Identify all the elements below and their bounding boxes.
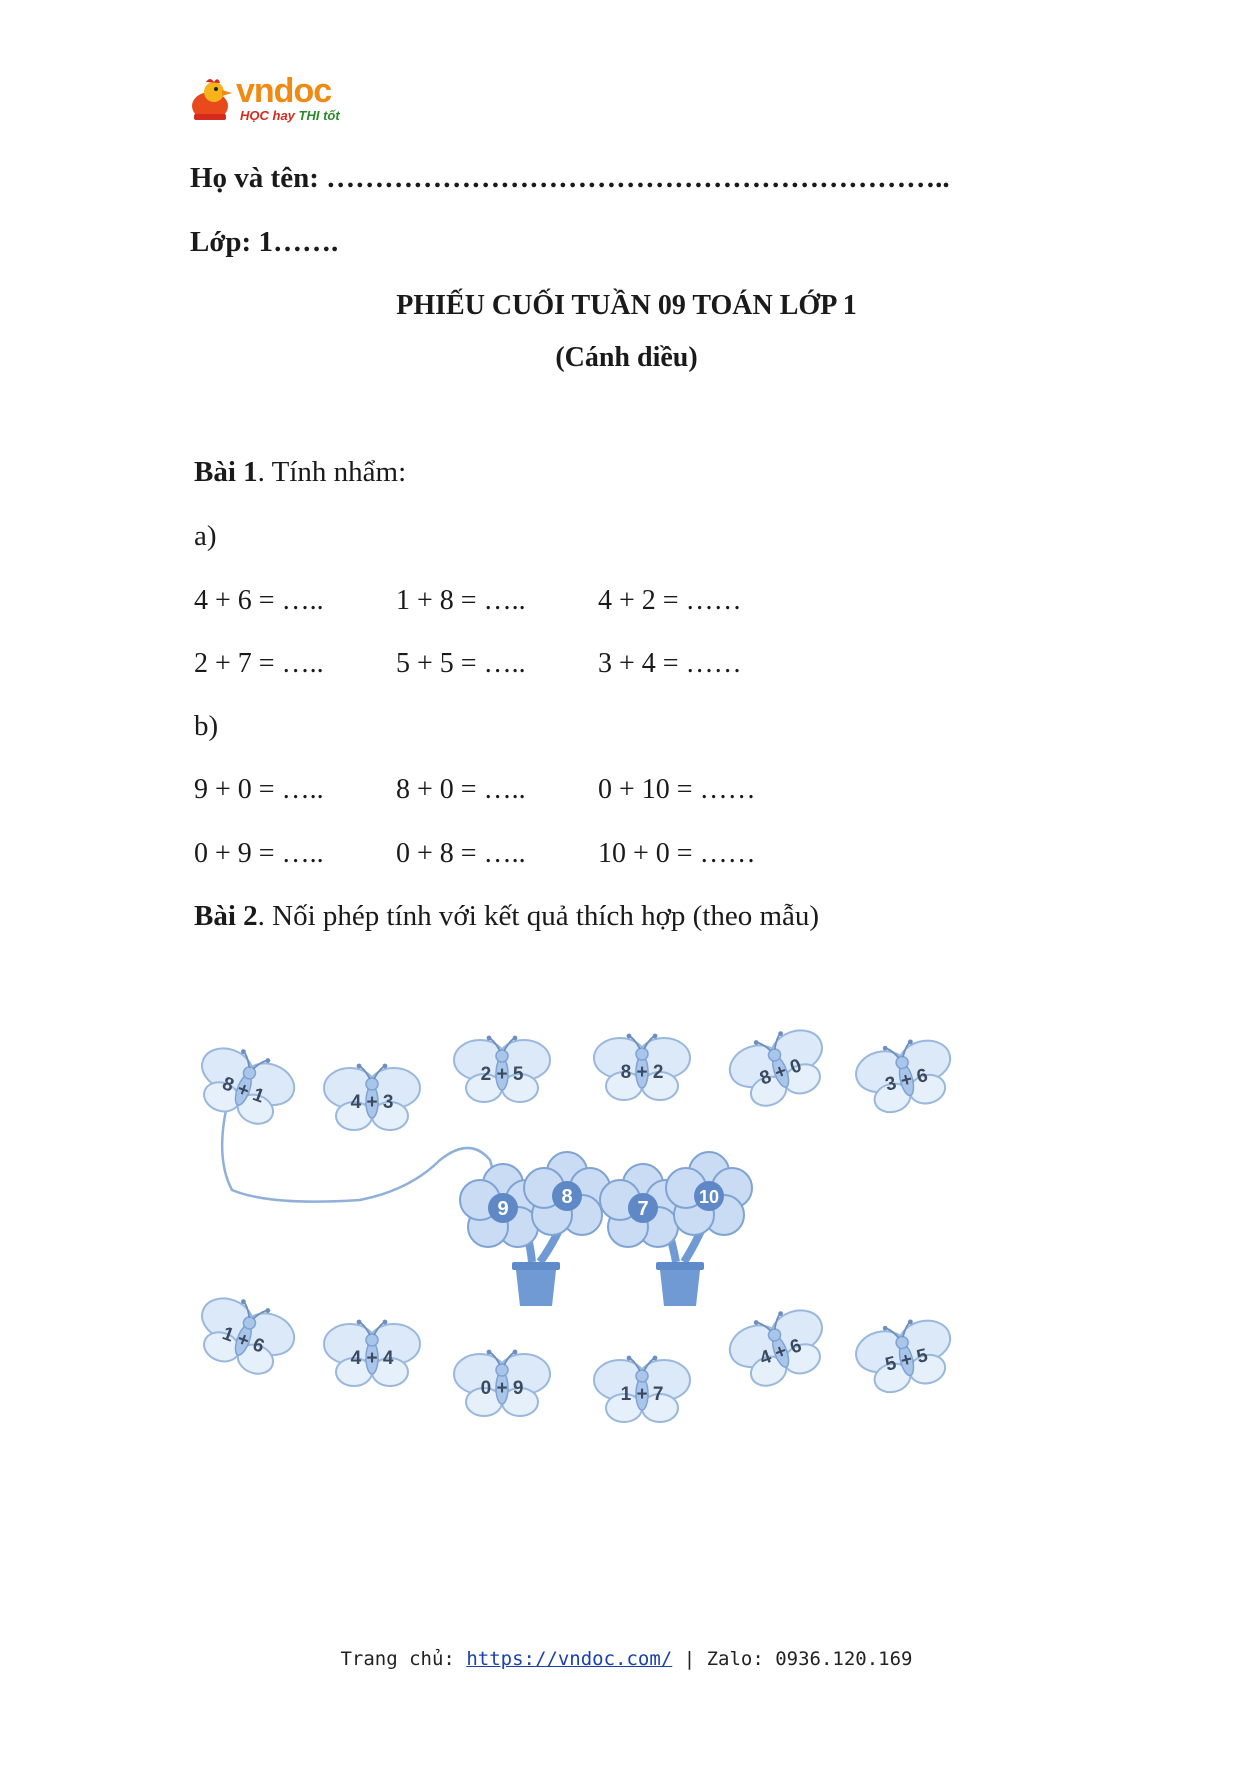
page-footer: [0, 1648, 1253, 1670]
exercise-1-label: Bài 1: [194, 456, 258, 488]
eq-b-1-2: 8 + 0 = …..: [396, 774, 526, 805]
butterfly-expression: 3 + 6: [883, 1065, 930, 1096]
eq-a-1-3: 4 + 2 = ……: [598, 585, 742, 616]
butterfly-expression: 2 + 5: [480, 1064, 524, 1085]
flower-8[interactable]: [524, 1152, 610, 1235]
butterfly-bottom-6[interactable]: [851, 1311, 960, 1399]
page-title: PHIẾU CUỐI TUẦN 09 TOÁN LỚP 1: [396, 290, 857, 321]
butterfly-bottom-1[interactable]: [189, 1287, 302, 1382]
butterfly-top-3[interactable]: [454, 1036, 550, 1102]
flower-value: 9: [497, 1198, 509, 1220]
butterfly-top-5[interactable]: [722, 1019, 835, 1114]
eq-b-1-1: 9 + 0 = …..: [194, 774, 324, 805]
flower-value: 7: [637, 1198, 649, 1220]
eq-a-1-2: 1 + 8 = …..: [396, 585, 526, 616]
butterfly-expression: 4 + 3: [350, 1092, 394, 1113]
butterfly-expression: 4 + 6: [757, 1335, 805, 1370]
butterfly-expression: 4 + 4: [350, 1348, 394, 1369]
butterfly-bottom-5[interactable]: [722, 1299, 835, 1394]
exercise-2-label: Bài 2: [194, 900, 258, 932]
part-b-label: b): [194, 710, 219, 742]
eq-a-2-3: 3 + 4 = ……: [598, 648, 742, 679]
butterfly-expression: 1 + 7: [620, 1384, 664, 1405]
butterfly-bottom-2[interactable]: [324, 1320, 420, 1386]
exercise-1-text: . Tính nhẩm:: [257, 456, 407, 488]
butterfly-top-4[interactable]: [594, 1034, 690, 1100]
butterfly-top-1[interactable]: [189, 1037, 302, 1132]
flower-10[interactable]: [666, 1152, 752, 1235]
eq-a-1-1: 4 + 6 = …..: [194, 585, 324, 616]
eq-a-2-1: 2 + 7 = …..: [194, 648, 324, 679]
footer-home-link[interactable]: https://vndoc.com/: [466, 1648, 673, 1670]
butterfly-expression: 8 + 1: [219, 1073, 267, 1108]
footer-separator: |: [683, 1648, 696, 1670]
eq-b-2-2: 0 + 8 = …..: [396, 838, 526, 869]
name-label: Họ và tên:: [190, 162, 319, 194]
eq-b-2-1: 0 + 9 = …..: [194, 838, 324, 869]
class-value: 1…….: [258, 226, 339, 258]
logo-tagline: HỌC hay THI tốt: [240, 108, 340, 123]
eq-b-2-3: 10 + 0 = ……: [598, 838, 756, 869]
butterfly-bottom-3[interactable]: [454, 1350, 550, 1416]
flower-value: 8: [561, 1186, 573, 1208]
butterfly-top-2[interactable]: [324, 1064, 420, 1130]
footer-zalo: Zalo: 0936.120.169: [706, 1648, 913, 1670]
butterfly-expression: 8 + 2: [620, 1062, 664, 1083]
class-label: Lớp:: [190, 226, 252, 258]
butterfly-expression: 5 + 5: [883, 1345, 930, 1376]
logo-wordmark: vndoc: [236, 72, 332, 110]
footer-label: Trang chủ:: [340, 1648, 455, 1670]
butterfly-bottom-4[interactable]: [594, 1356, 690, 1422]
part-a-label: a): [194, 520, 217, 552]
page-subtitle: (Cánh diều): [555, 342, 698, 373]
eq-a-2-2: 5 + 5 = …..: [396, 648, 526, 679]
name-dots: ………………………………………………………..: [326, 162, 950, 194]
exercise-2-text: . Nối phép tính với kết quả thích hợp (theo mẫu): [257, 900, 820, 932]
butterfly-top-6[interactable]: [851, 1031, 960, 1119]
butterfly-expression: 0 + 9: [480, 1378, 524, 1399]
butterfly-expression: 8 + 0: [757, 1055, 805, 1090]
butterfly-expression: 1 + 6: [219, 1323, 267, 1358]
eq-b-1-3: 0 + 10 = ……: [598, 774, 756, 805]
flower-value: 10: [698, 1187, 720, 1207]
